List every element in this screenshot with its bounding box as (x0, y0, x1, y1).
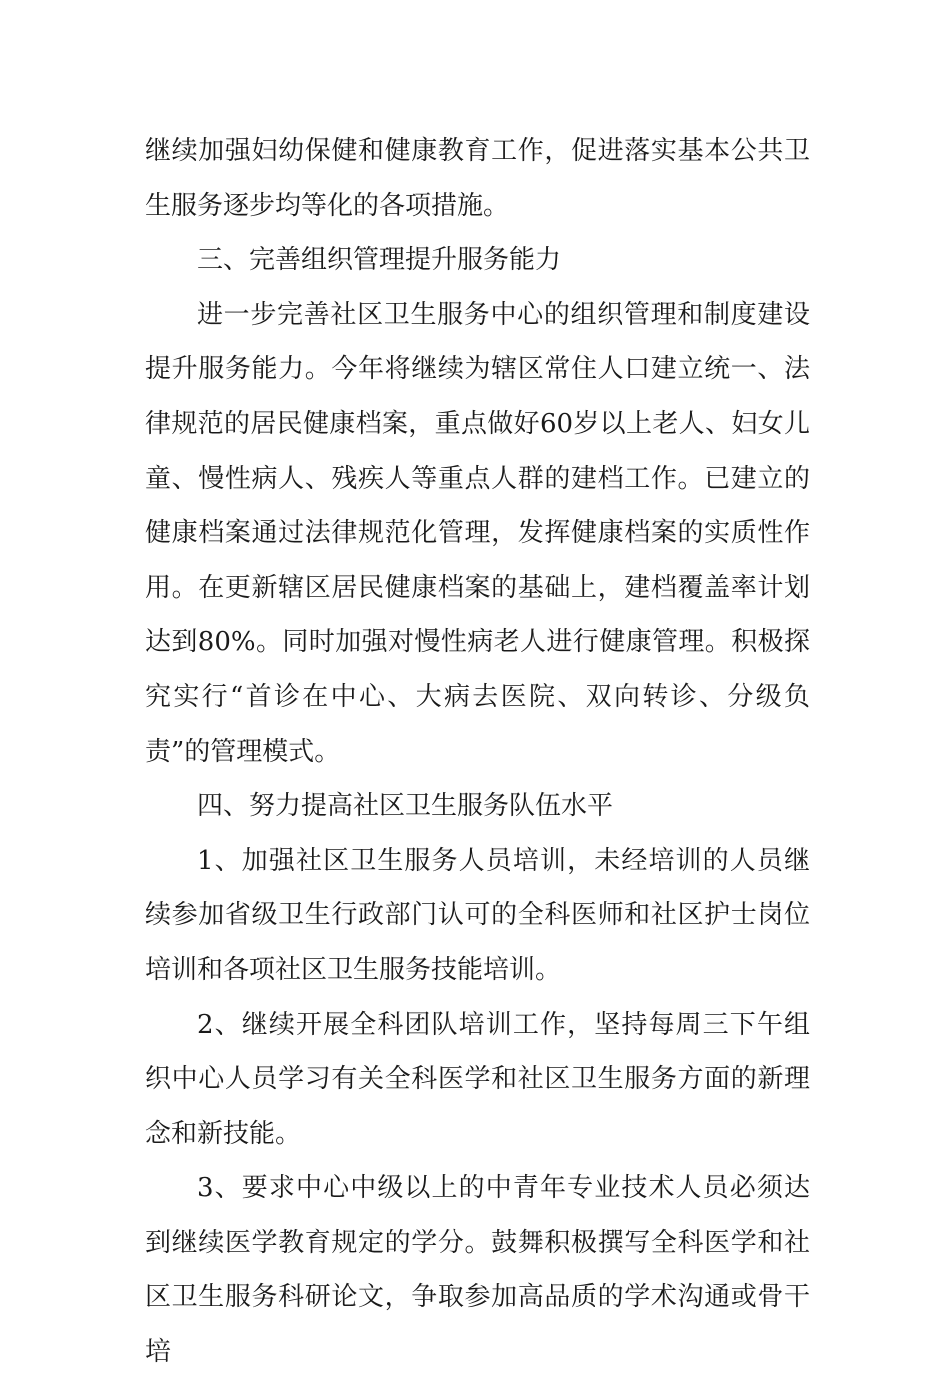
paragraph-health-records: 进一步完善社区卫生服务中心的组织管理和制度建设提升服务能力。今年将继续为辖区常住人口建立统一、法律规范的居民健康档案，重点做好60岁以上老人、妇女儿童、慢性病人、残疾人等重点人群的建档工作。已建立的健康档案通过法律规范化管理，发挥健康档案的实质性作用。在更新辖区居民健康档案的基础上，建档覆盖率计划达到80%。同时加强对慢性病老人进行健康管理。积极探究实行“首诊在中心、大病去医院、双向转诊、分级负责”的管理模式。 (145, 299, 810, 767)
paragraph-continuation: 继续加强妇幼保健和健康教育工作，促进落实基本公共卫生服务逐步均等化的各项措施。 (145, 136, 810, 221)
paragraph-item-1: 1、加强社区卫生服务人员培训，未经培训的人员继续参加省级卫生行政部门认可的全科医师和社区护士岗位培训和各项社区卫生服务技能培训。 (145, 845, 810, 985)
document-body (145, 124, 810, 1380)
paragraph-item-3: 3、要求中心中级以上的中青年专业技术人员必须达到继续医学教育规定的学分。鼓舞积极撰写全科医学和社区卫生服务科研论文，争取参加高品质的学术沟通或骨干培 (145, 1173, 810, 1368)
section-heading-four: 四、努力提高社区卫生服务队伍水平 (197, 791, 614, 822)
section-heading-three: 三、完善组织管理提升服务能力 (197, 245, 562, 276)
paragraph-item-2: 2、继续开展全科团队培训工作，坚持每周三下午组织中心人员学习有关全科医学和社区卫生服务方面的新理念和新技能。 (145, 1009, 810, 1149)
